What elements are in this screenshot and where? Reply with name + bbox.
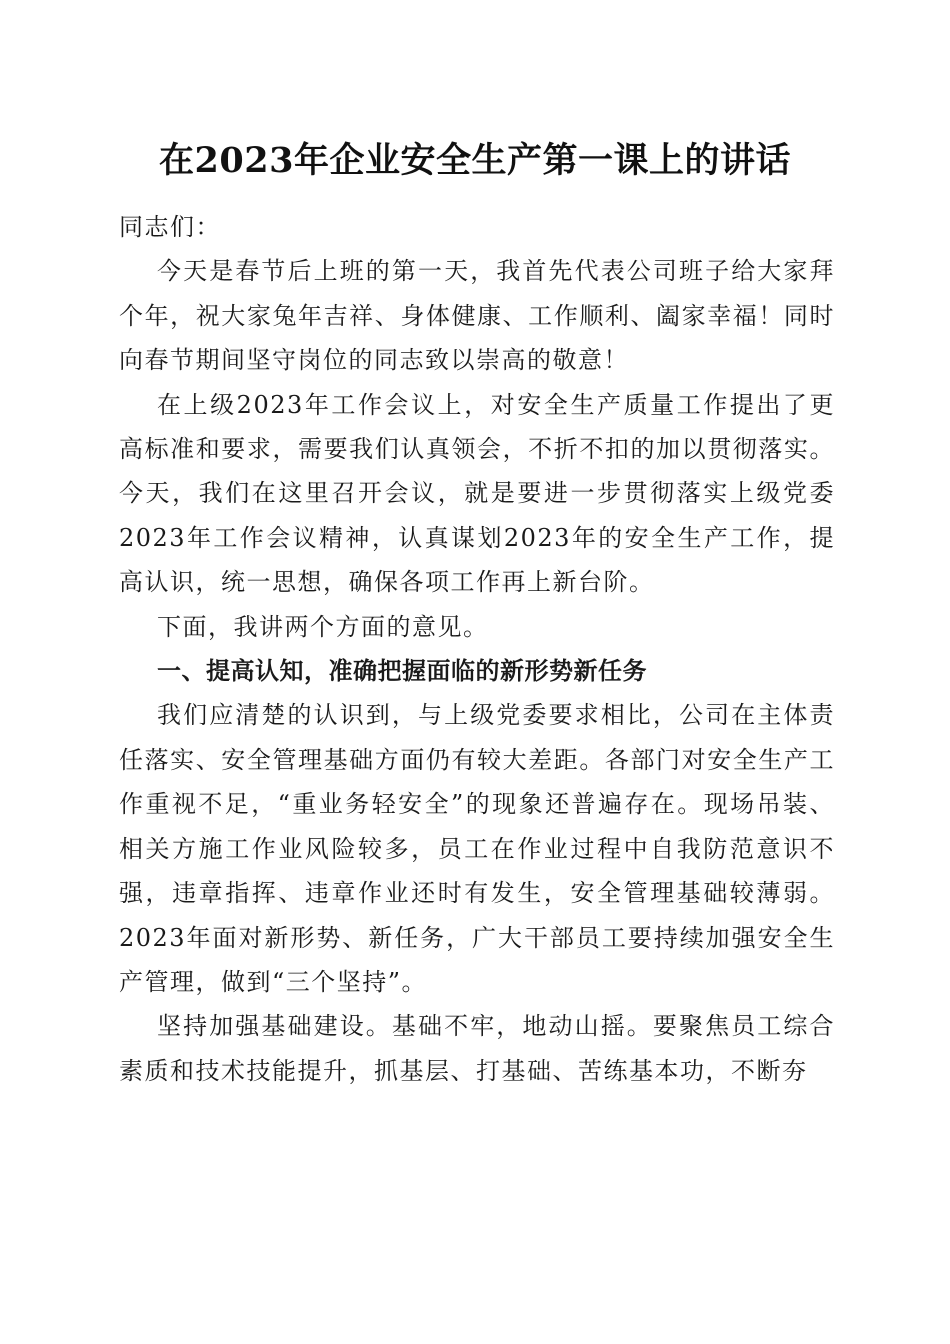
salutation: 同志们：: [119, 213, 221, 241]
section-heading: 一、提高认知，准确把握面临的新形势新任务: [157, 657, 647, 686]
document-title: 在2023年企业安全生产第一课上的讲话: [159, 140, 791, 181]
paragraph: 我们应清楚的认识到，与上级党委要求相比，公司在主体责任落实、安全管理基础方面仍有较大差距。各部门对安全生产工作重视不足，“重业务轻安全”的现象还普遍存在。现场吊装、相关方施工作业风险较多，员工在作业过程中自我防范意识不强，违章指挥、违章作业还时有发生，安全管理基础较薄弱。2023年面对新形势、新任务，广大干部员工要持续加强安全生产管理，做到“三个坚持”。: [119, 701, 835, 996]
paragraph: 在上级2023年工作会议上，对安全生产质量工作提出了更高标准和要求，需要我们认真领会，不折不扣的加以贯彻落实。今天，我们在这里召开会议，就是要进一步贯彻落实上级党委2023年工作会议精神，认真谋划2023年的安全生产工作，提高认识，统一思想，确保各项工作再上新台阶。: [119, 390, 835, 597]
paragraph: 坚持加强基础建设。基础不牢，地动山摇。要聚焦员工综合素质和技术技能提升，抓基层、打基础、苦练基本功，不断夯: [119, 1012, 835, 1085]
paragraph: 下面，我讲两个方面的意见。: [157, 612, 489, 641]
paragraph: 今天是春节后上班的第一天，我首先代表公司班子给大家拜个年，祝大家兔年吉祥、身体健康、工作顺利、阖家幸福！同时向春节期间坚守岗位的同志致以崇高的敬意！: [119, 257, 835, 375]
document-body: [119, 205, 835, 1093]
